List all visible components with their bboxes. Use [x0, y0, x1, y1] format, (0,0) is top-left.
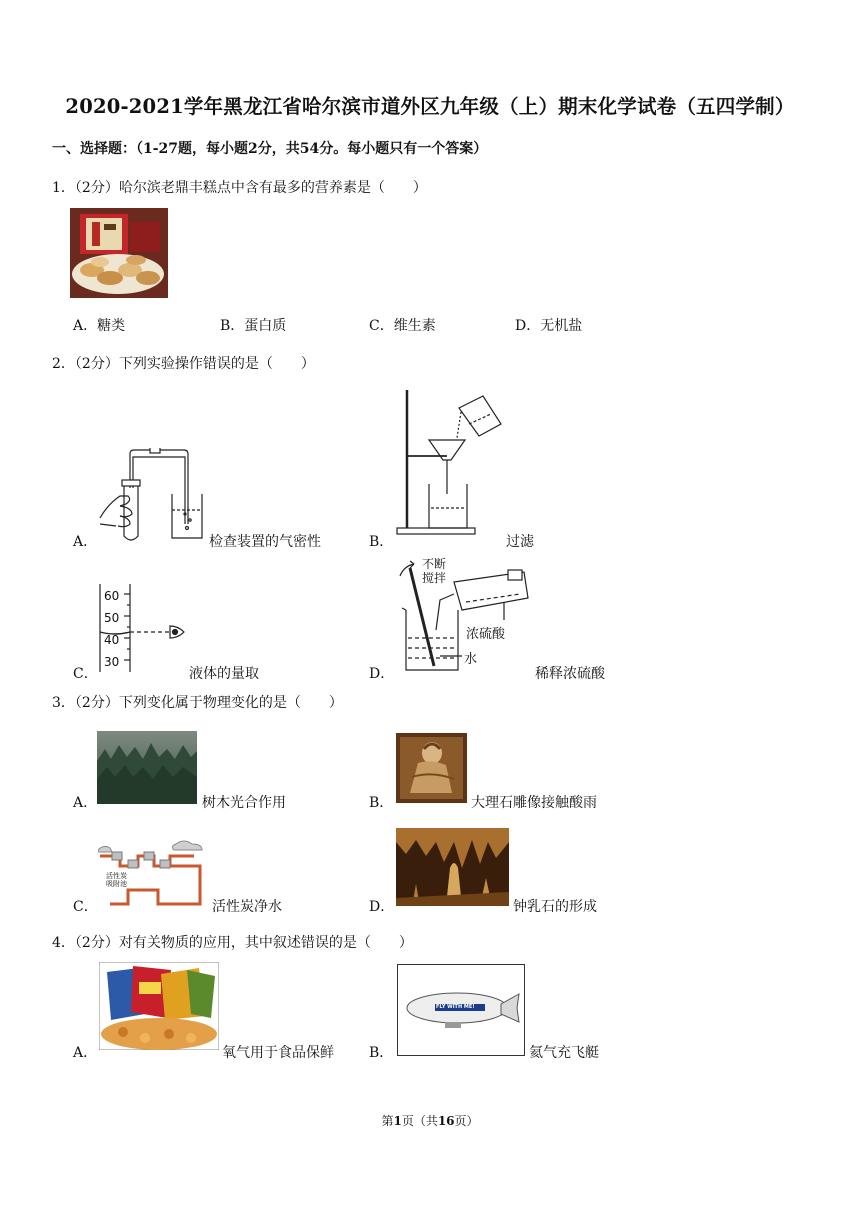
- q4-option-b-letter[interactable]: B．: [369, 1045, 394, 1061]
- cylinder-tick-labels: [104, 585, 119, 673]
- tick-label: 50: [104, 611, 120, 625]
- option-text: 糖类: [97, 318, 126, 334]
- option-letter: C．: [369, 318, 394, 334]
- stir-label-line1: 不断: [422, 557, 447, 571]
- stir-label-line2: 搅拌: [422, 571, 447, 585]
- q4a-snack-bags-photo: [99, 962, 219, 1050]
- footer-mid: 页（共: [401, 1114, 438, 1128]
- option-letter: B．: [220, 318, 245, 334]
- q4-option-a-caption: 氧气用于食品保鲜: [222, 1045, 334, 1061]
- tick-label: 40: [104, 633, 120, 647]
- question-4-stem: 4．（2分）对有关物质的应用，其中叙述错误的是（ ）: [52, 935, 413, 951]
- q4-option-a-letter[interactable]: A．: [73, 1045, 98, 1061]
- q2b-filtration-figure: [395, 388, 505, 538]
- q3a-forest-photo: [97, 731, 197, 804]
- tick-label: 60: [104, 589, 120, 603]
- q3b-statue-photo: [396, 733, 467, 803]
- q2-option-b-caption: 过滤: [506, 534, 534, 550]
- page-total: 16: [437, 1114, 455, 1128]
- option-text: 无机盐: [540, 318, 583, 334]
- stir-label: [422, 557, 446, 585]
- filter-pool-label-line2: 吸附池: [106, 880, 127, 888]
- water-label: 水: [464, 652, 478, 667]
- section-heading: 一、选择题：（1-27题，每小题2分，共54分。每小题只有一个答案）: [52, 141, 488, 157]
- question-3-stem: 3．（2分）下列变化属于物理变化的是（ ）: [52, 695, 343, 711]
- q3-option-d-letter[interactable]: D．: [369, 899, 395, 915]
- option-letter: A．: [73, 318, 98, 334]
- page-number: 1: [393, 1114, 402, 1128]
- filter-pool-label-line1: 活性炭: [106, 872, 127, 880]
- q1-option-c[interactable]: [369, 315, 436, 335]
- option-letter: D．: [515, 318, 541, 334]
- q1-option-b[interactable]: [220, 315, 286, 335]
- q4-option-b-caption: 氦气充飞艇: [529, 1045, 599, 1061]
- question-1-stem: 1．（2分）哈尔滨老鼎丰糕点中含有最多的营养素是（ ）: [52, 180, 427, 196]
- q3-option-b-letter[interactable]: B．: [369, 795, 394, 811]
- filter-pool-label: [106, 872, 127, 888]
- q2-option-c-letter[interactable]: C．: [73, 666, 98, 682]
- page-title: 2020-2021学年黑龙江省哈尔滨市道外区九年级（上）期末化学试卷（五四学制）: [65, 95, 795, 118]
- q2a-airtight-check-figure: [98, 448, 208, 544]
- footer-pre: 第: [381, 1114, 394, 1128]
- q2-option-d-caption: 稀释浓硫酸: [535, 666, 605, 682]
- q1-option-a[interactable]: [73, 315, 125, 335]
- q4b-blimp-photo: [397, 964, 525, 1056]
- tick-label: 30: [104, 655, 120, 669]
- q2-option-b-letter[interactable]: B．: [369, 534, 394, 550]
- acid-label: 浓硫酸: [466, 627, 506, 642]
- q3-option-d-caption: 钟乳石的形成: [513, 899, 597, 915]
- q3-option-c-caption: 活性炭净水: [212, 899, 282, 915]
- question-2-stem: 2．（2分）下列实验操作错误的是（ ）: [52, 356, 315, 372]
- q1-option-d[interactable]: [515, 315, 582, 335]
- q3-option-c-letter[interactable]: C．: [73, 899, 98, 915]
- option-text: 维生素: [393, 318, 436, 334]
- page-footer: [0, 1112, 860, 1129]
- q2-option-c-caption: 液体的量取: [189, 666, 259, 682]
- q3-option-b-caption-text: 大理石雕像接触酸雨: [471, 795, 597, 811]
- q2-option-a-caption: 检查装置的气密性: [209, 534, 321, 550]
- footer-post: 页）: [454, 1114, 479, 1128]
- option-text: 蛋白质: [244, 318, 287, 334]
- q3-option-a-letter[interactable]: A．: [73, 795, 98, 811]
- q2-option-d-letter[interactable]: D．: [369, 666, 395, 682]
- q2-option-a-letter[interactable]: A．: [73, 534, 98, 550]
- q3-option-a-caption: 树木光合作用: [202, 795, 286, 811]
- q3d-stalactite-photo: [396, 828, 509, 906]
- q1-pastry-photo: [70, 208, 168, 298]
- blimp-text: FLY WITH ME!: [436, 1004, 475, 1010]
